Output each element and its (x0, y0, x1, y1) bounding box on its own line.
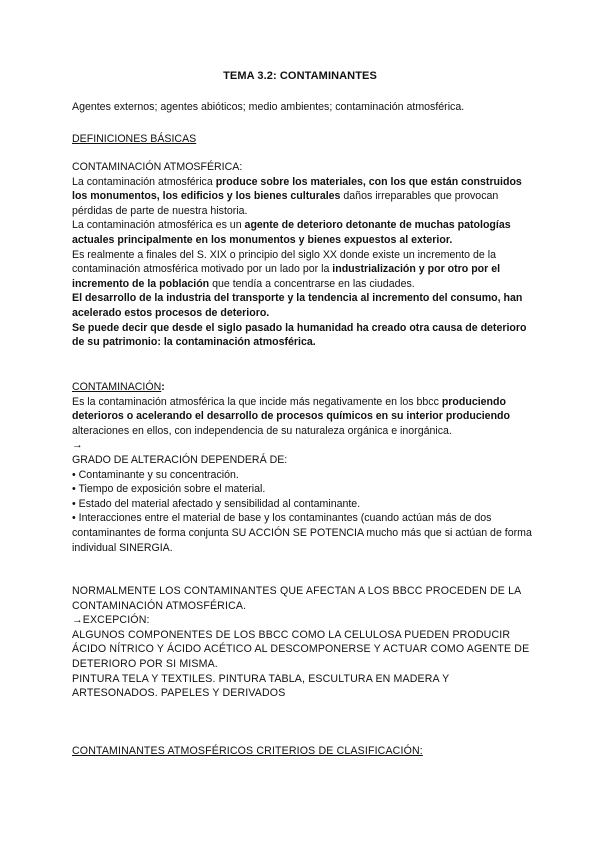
heading-text: CONTAMINACIÓN (72, 381, 162, 393)
bullet-item: • Interacciones entre el material de base y los contaminantes (cuando actúan más de dos contaminantes de forma conjunta SU ACCIÓN SE POTENCIA mucho más que si actúan de forma individual SINERGIA. (72, 512, 532, 554)
text-run: La contaminación atmosférica (72, 175, 216, 188)
keywords-text: Agentes externos; agentes abióticos; medio ambientes; contaminación atmosférica. (72, 101, 465, 113)
criterios-heading: CONTAMINANTES ATMOSFÉRICOS CRITERIOS DE CLASIFICACIÓN: (72, 745, 423, 757)
text-run: Es la contaminación atmosférica la que incide más negativamente en los bbcc (72, 395, 442, 408)
section-criterios (72, 744, 532, 759)
paragraph-3 (72, 248, 532, 292)
section-contaminacion-atmosferica (72, 160, 532, 350)
normalmente-text: NORMALMENTE LOS CONTAMINANTES QUE AFECTAN A LOS BBCC PROCEDEN DE LA CONTAMINACIÓN ATMOSFÉRICA. (72, 585, 521, 612)
section-definiciones (72, 132, 532, 147)
bullet-item: • Contaminante y su concentración. (72, 468, 239, 481)
section-heading-definiciones: DEFINICIONES BÁSICAS (72, 133, 197, 145)
text-run-bold: agente de deterioro detonante de muchas patologías actuales principalmente en los monumentos y bienes expuestos al exterior. (72, 219, 511, 246)
text-run: daños irreparables que provocan pérdidas de parte de nuestra historia. (72, 190, 499, 217)
section-normalmente (72, 584, 532, 701)
page-title: TEMA 3.2: CONTAMINANTES (223, 70, 377, 82)
text-run-bold: produce sobre los materiales, con los que están construidos los monumentos, los edificios y los bienes culturales (72, 175, 522, 203)
grado-heading: GRADO DE ALTERACIÓN DEPENDERÁ DE: (72, 453, 288, 466)
text-run: Es realmente a finales del S. XIX o principio del siglo XX donde existe un incremento de la contaminación atmosférica motivado por un lado por la (72, 248, 496, 276)
text-run-bold: industrialización y por otro por el incremento de la población (72, 263, 501, 290)
text-run: La contaminación atmosférica es un (72, 219, 245, 232)
keywords-line (72, 100, 532, 115)
pintura-text: PINTURA TELA Y TEXTILES. PINTURA TABLA, ESCULTURA EN MADERA Y ARTESONADOS. PAPELES Y DERIVADOS (72, 672, 450, 700)
section-contaminacion (72, 380, 532, 555)
excepcion-text: →EXCEPCIÓN: (72, 614, 150, 627)
paragraph-contaminacion (72, 395, 532, 439)
heading-contaminacion-atmosferica: CONTAMINACIÓN ATMOSFÉRICA: (72, 161, 243, 173)
text-run: alteraciones en ellos, con independencia de su naturaleza orgánica e inorgánica. (72, 424, 452, 437)
heading-colon: : (161, 381, 165, 393)
paragraph-1 (72, 175, 532, 219)
text-run: que tendía a concentrarse en las ciudades. (209, 277, 415, 290)
heading-contaminacion (72, 380, 532, 395)
paragraph-2 (72, 218, 532, 247)
paragraph-5: Se puede decir que desde el siglo pasado la humanidad ha creado otra causa de deterioro de su patrimonio: la contaminación atmosférica. (72, 321, 527, 349)
arrow-icon: → (72, 439, 83, 452)
algunos-text: ALGUNOS COMPONENTES DE LOS BBCC COMO LA CELULOSA PUEDEN PRODUCIR ÁCIDO NÍTRICO Y ÁCIDO ACÉTICO AL DESCOMPONERSE Y ACTUAR COMO AGENTE DE DETERIORO POR SI MISMA. (72, 628, 530, 670)
text-run-bold: produciendo deterioros o acelerando el desarrollo de procesos químicos en su interior produciendo (72, 395, 510, 423)
bullet-item: • Tiempo de exposición sobre el material. (72, 483, 266, 496)
bullet-item: • Estado del material afectado y sensibilidad al contaminante. (72, 497, 361, 510)
paragraph-4: El desarrollo de la industria del transporte y la tendencia al incremento del consumo, han acelerado estos procesos de deterioro. (72, 292, 523, 319)
